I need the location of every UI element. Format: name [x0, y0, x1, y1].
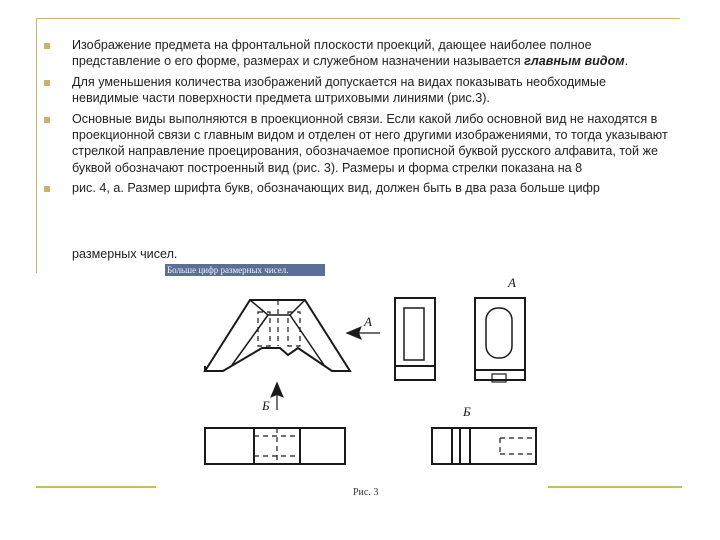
bullet-square-icon: [44, 80, 50, 86]
bullet-square-icon: [44, 117, 50, 123]
view-a: [395, 298, 525, 382]
continuation-text: размерных чисел.: [72, 247, 178, 261]
bullet-square-icon: [44, 186, 50, 192]
bullet-item: [44, 74, 674, 107]
bottom-view: [205, 428, 345, 464]
bullet-text: Изображение предмета на фронтальной плоскости проекций, дающее наиболее полное представление о его форме, размерах и служебном назначении называется: [72, 38, 592, 69]
bullet-item: [44, 180, 674, 196]
arrow-b: [272, 384, 282, 410]
bullet-list: [44, 37, 674, 201]
main-view-hidden-lines: [258, 300, 300, 346]
view-b: [432, 428, 536, 464]
bullet-text: рис. 4, а. Размер шрифта букв, обозначающих вид, должен быть в два раза больше цифр: [72, 181, 600, 196]
technical-drawing: [190, 270, 540, 540]
label-b-arrow: Б: [262, 398, 270, 413]
bullet-text: Для уменьшения количества изображений допускается на видах показывать необходимые невидимые части поверхности предмета штриховыми линиями (рис.3).: [72, 74, 606, 106]
frame-top-line: [36, 18, 680, 19]
label-b-view: Б: [463, 404, 471, 419]
label-a-view: А: [508, 275, 516, 290]
bullet-item: [44, 111, 674, 177]
footer-line-left: [36, 486, 156, 488]
bullet-tail: .: [624, 54, 629, 69]
arrow-a: [348, 328, 380, 338]
label-a-arrow: А: [364, 314, 372, 329]
footer-line-right: [548, 486, 682, 488]
bullet-square-icon: [44, 43, 50, 49]
frame-left-line: [36, 18, 37, 273]
bullet-text: Основные виды выполняются в проекционной связи. Если какой либо основной вид не находятся в проекционной связи с главным видом и отделен от него другими изображениями, то тогда указывают стрелкой направление проецирования, обозначаемое прописной буквой русского алфавита, той же буквой обозначают построенный вид (рис. 3). Размеры и форма стрелки показана на 8: [72, 111, 668, 175]
figure-caption: Рис. 3: [353, 487, 379, 498]
bullet-item: [44, 37, 674, 70]
scanned-text-strip: Больше цифр размерных чисел.: [165, 264, 325, 276]
bullet-emphasis: главным видом: [524, 54, 625, 69]
